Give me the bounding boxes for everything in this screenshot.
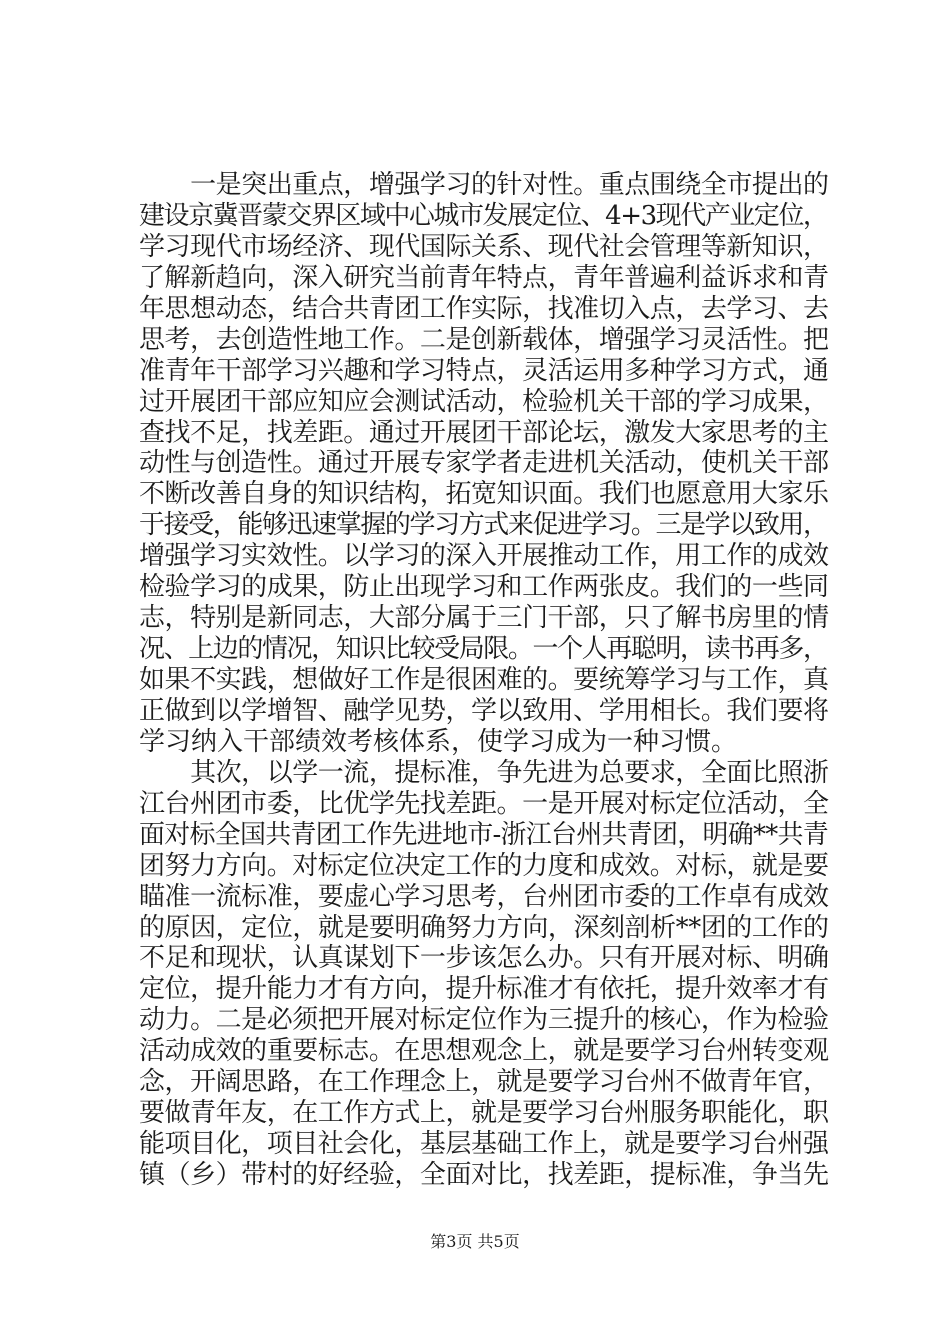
text-line: 团努力方向。对标定位决定工作的力度和成效。对标，就是要: [139, 850, 829, 881]
text-line: 要做青年友，在工作方式上，就是要学习台州服务职能化，职: [139, 1098, 829, 1129]
text-line: 正做到以学增智、融学见势，学以致用、学用相长。我们要将: [139, 695, 829, 726]
text-line: 况、上边的情况，知识比较受局限。一个人再聪明，读书再多，: [139, 634, 828, 665]
text-line: 建设京冀晋蒙交界区域中心城市发展定位、4+3现代产业定位，: [139, 200, 828, 231]
text-line: 检验学习的成果，防止出现学习和工作两张皮。我们的一些同: [139, 572, 829, 603]
text-line: 准青年干部学习兴趣和学习特点，灵活运用多种学习方式，通: [139, 355, 829, 386]
text-line: 如果不实践，想做好工作是很困难的。要统筹学习与工作，真: [139, 665, 829, 695]
text-line: 动性与创造性。通过开展专家学者走进机关活动，使机关干部: [139, 448, 829, 479]
text-line: 增强学习实效性。以学习的深入开展推动工作，用工作的成效: [139, 541, 829, 572]
text-line: 了解新趋向，深入研究当前青年特点，青年普遍利益诉求和青: [139, 262, 829, 293]
text-line: 镇（乡）带村的好经验，全面对比，找差距，提标准，争当先: [139, 1160, 829, 1190]
text-line: 于接受，能够迅速掌握的学习方式来促进学习。三是学以致用，: [139, 510, 828, 541]
text-line: 志，特别是新同志，大部分属于三门干部，只了解书房里的情: [139, 603, 829, 634]
text-line: 念，开阔思路，在工作理念上，就是要学习台州不做青年官，: [139, 1067, 829, 1098]
page-footer: 第3页 共5页: [430, 1232, 520, 1251]
text-line: 江台州团市委，比优学先找差距。一是开展对标定位活动，全: [139, 788, 829, 819]
text-line: 面对标全国共青团工作先进地市-浙江台州共青团，明确**共青: [139, 819, 829, 850]
text-line: 年思想动态，结合共青团工作实际，找准切入点，去学习、去: [139, 293, 829, 324]
text-line: 思考，去创造性地工作。二是创新载体，增强学习灵活性。把: [139, 324, 829, 355]
text-line: 活动成效的重要标志。在思想观念上，就是要学习台州转变观: [139, 1036, 829, 1067]
document-body: [139, 170, 829, 1191]
text-line: 瞄准一流标准，要虚心学习思考，台州团市委的工作卓有成效: [139, 881, 829, 912]
text-line: 的原因，定位，就是要明确努力方向，深刻剖析**团的工作的: [139, 912, 829, 943]
text-line: 其次，以学一流，提标准，争先进为总要求，全面比照浙: [139, 757, 829, 788]
text-line: 能项目化，项目社会化，基层基础工作上，就是要学习台州强: [139, 1129, 829, 1160]
text-line: 定位，提升能力才有方向，提升标准才有依托，提升效率才有: [139, 974, 829, 1005]
text-line: 过开展团干部应知应会测试活动，检验机关干部的学习成果，: [139, 386, 829, 417]
text-line: 学习现代市场经济、现代国际关系、现代社会管理等新知识，: [139, 231, 829, 262]
text-line: 不断改善自身的知识结构，拓宽知识面。我们也愿意用大家乐: [139, 479, 829, 510]
text-line: 查找不足，找差距。通过开展团干部论坛，激发大家思考的主: [139, 417, 829, 448]
text-line: 动力。二是必须把开展对标定位作为三提升的核心，作为检验: [139, 1005, 829, 1036]
text-line: 一是突出重点，增强学习的针对性。重点围绕全市提出的: [139, 170, 829, 200]
text-line: 不足和现状，认真谋划下一步该怎么办。只有开展对标、明确: [139, 943, 829, 974]
text-line: 学习纳入干部绩效考核体系，使学习成为一种习惯。: [139, 726, 738, 757]
